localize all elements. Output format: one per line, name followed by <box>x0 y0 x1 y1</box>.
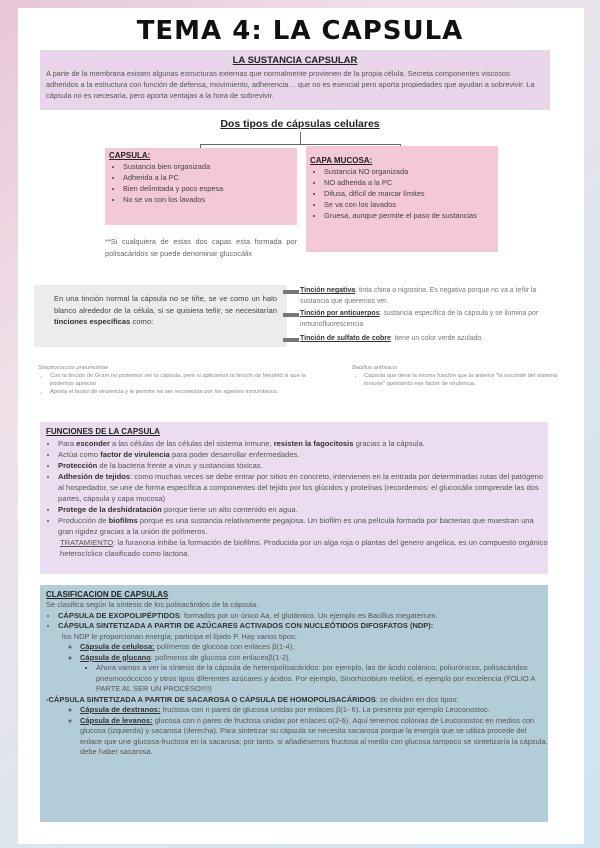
capa-mucosa-box <box>306 146 498 252</box>
tincion-intro: En una tinción normal la cápsula no se tiñe, se ve como un halo blanco alrededor de la célula, si se quisiera teñir, se necesitarían tinciones específicas como: <box>54 294 277 326</box>
sacarosa-line: -CÁPSULA SINTETIZADA A PARTIR DE SACAROSA O CÁPSULA DE HOMOPOLISACÁRIDOS: se dividen en dos tipos: <box>46 694 459 704</box>
list-item: • Bien delimitada y poco espesa <box>123 183 297 194</box>
capa-mucosa-heading: CAPA MUCOSA: <box>310 156 373 165</box>
tincion-marker <box>283 290 299 294</box>
capsula-box <box>105 148 297 225</box>
sustancia-text: A parte de la membrana existen algunas estructuras externas que normalmente provienen de la propia célula. Secreta componentes viscosos adheridos a la estructura con función de defensa, movimiento, adherencia… que no es esencial pero aporta propiedades que ayudan a sobrevivir. La cápsula no es necesaria, pero aporta ventajas a la hora de sobrevivir. <box>46 69 535 100</box>
dos-tipos-title: Dos tipos de cápsulas celulares <box>220 118 380 130</box>
glucocalix-note: **Si cualquiera de estas dos capas esta formada por polisacáridos se puede denominar glucocálix <box>105 237 297 258</box>
page-title: TEMA 4: LA CAPSULA <box>136 16 464 46</box>
ndp-text: los NDP le proporcionan energía; participa el lípido P. Hay varios tipos: <box>62 631 297 641</box>
list-item: • No se va con los lavados <box>123 194 297 205</box>
list-item: • Producción de biofilms porque es una sustancia relativamente pegajosa. Un biofilm es una película formada por bacterias que muestran una gran rigidez gracias a la unión de polímeros. <box>58 515 548 537</box>
capsula-heading: CAPSULA: <box>109 151 151 160</box>
list-item: • Sustancia NO organizada <box>324 166 498 177</box>
list-item: • Actúa como factor de virulencia para poder desarrollar enfermedades. <box>58 449 548 460</box>
sustancia-capsular-box <box>40 50 550 110</box>
tincion-anticuerpos: Tinción por anticuerpos: sustancia específica de la cápsula y se ilumina por inmunofluorescencia <box>300 310 539 328</box>
list-item: • Se va con los lavados <box>324 199 498 210</box>
tinciones-especificas: tinciones específicas <box>54 317 131 326</box>
bacillus-title: Bacillus anthracis <box>352 365 398 371</box>
connector-line <box>200 144 400 145</box>
list-item: • Sustancia bien organizada <box>123 161 297 172</box>
clasificacion-intro: Se clasifica según la síntesis de los polisacáridos de la cápsula. <box>46 600 259 609</box>
funciones-heading: FUNCIONES DE LA CAPSULA <box>46 427 160 436</box>
connector-line <box>300 132 301 144</box>
list-item: • Protege de la deshidratación porque tiene un alto contenido en agua. <box>58 504 548 515</box>
list-item: • NO adherida a la PC <box>324 177 498 188</box>
list-item: • CÁPSULA DE EXOPOLIPÉPTIDOS: formados por un único Aa, el glutámico. Un ejemplo es Bacillus megaterium. <box>58 611 548 622</box>
sustancia-heading: LA SUSTANCIA CAPSULAR <box>232 55 358 66</box>
strepto-note <box>38 364 308 396</box>
list-item: ◦ Cápsula de celulosa: polímeros de glucosa con enlaces β(1-4). <box>80 642 548 653</box>
list-item: ◦ Cápsula de dextranos: fructosa con n pares de glucosa unidas por enlaces β(1- 6). La presenta por ejemplo Leuconostoc. <box>80 705 548 716</box>
funciones-box <box>40 422 548 574</box>
list-item: • Aporta el factor de virulencia y le permite no ser reconocida por los agentes inmunitarios. <box>50 388 308 396</box>
clasificacion-box <box>40 585 548 822</box>
tincion-marker <box>283 338 299 342</box>
bacillus-note <box>352 364 562 388</box>
list-item: ◦ Cápsula de levanos: glucosa con n pares de fructosa unidas por enlaces α(2-6). Aquí tenemos colonias de Leuconostoc en medios con glucosa (izquierda) y sacarosa (derecha). Para sintetizar su cápsula se necesita sacarosa porque la energía que se utiliza procede del enlace que une glucosa-fructosa en la sacarosa; por tanto, si añadiésemos fructosa al medio con glucosa tampoco se sintetizaría la cápsula, debe haber sacarosa. <box>80 716 548 758</box>
list-item: • Adherida a la PC <box>123 172 297 183</box>
list-item: ◦ Cápsula de glucano: polímeros de glucosa con enlacesβ(1-2). <box>80 653 548 664</box>
strepto-title: Streptococcus pneumoniae <box>38 365 109 371</box>
list-item: • Con la tinción de Gram no podemos ver la cápsula, pero si aplicamos la tinción de Neufeld si que la podemos apreciar <box>50 372 308 388</box>
tincion-marker <box>283 313 299 317</box>
tratamiento: TRATAMIENTO: la furanona inhibe la formación de biofilms. Producida por un alga roja o plantas del genero angelica, es un compuesto orgánico heterocíclico clasificado como lactona. <box>60 538 548 558</box>
list-item: ▪ Ahora vamos a ver la síntesis de la cápsula de heteropolisacáridos: por ejemplo, las de ácido colánico, poliurónicos, polisacáridos pneumocóccicos y otros tipos diferentes azúcares y ácidos. Por ejemplo, Sinorhizobium meliloti, el ejemplo por excelencia (FOLIO A PARTE AL SER UN PROCESO!!!!) <box>96 663 548 695</box>
tincion-box <box>34 285 287 347</box>
list-item: • Cápsula que tiene la misma función que la anterior "la esconde del sistema inmune" aportando ese factor de virulencia. <box>364 372 562 388</box>
list-item: • CÁPSULA SINTETIZADA A PARTIR DE AZÚCARES ACTIVADOS CON NUCLEÓTIDOS DIFOSFATOS (NDP): <box>58 621 548 632</box>
list-item: • Gruesa, aunque permite el paso de sustancias <box>324 210 498 221</box>
list-item: • Difusa, difícil de marcar límites <box>324 188 498 199</box>
tincion-negativa: Tinción negativa: tinta china o nigrosina. Es negativa porque no va a teñir la sustancia que queremos ver. <box>300 287 537 305</box>
list-item: • Protección de la bacteria frente a virus y sustancias tóxicas. <box>58 460 548 471</box>
tincion-sulfato: Tinción de sulfato de cobre: tiene un color verde azulado. <box>300 335 484 342</box>
list-item: • Adhesión de tejidos: como muchas veces se debe entrar por sitios en concreto, intervienen en la entrada por determinadas rutas del patógeno al hospedador, se une de forma específica a componentes del tejido por los glúcidos y proteínas (recordemos: el glucocálix comprende las dos partes, cápsula y capa mucosa) <box>58 471 548 504</box>
clasificacion-heading: CLASIFICACION DE CAPSULAS <box>46 590 169 599</box>
list-item: • Para esconder a las células de las células del sistema inmune, resisten la fagocitosis gracias a la cápsula. <box>58 438 548 449</box>
